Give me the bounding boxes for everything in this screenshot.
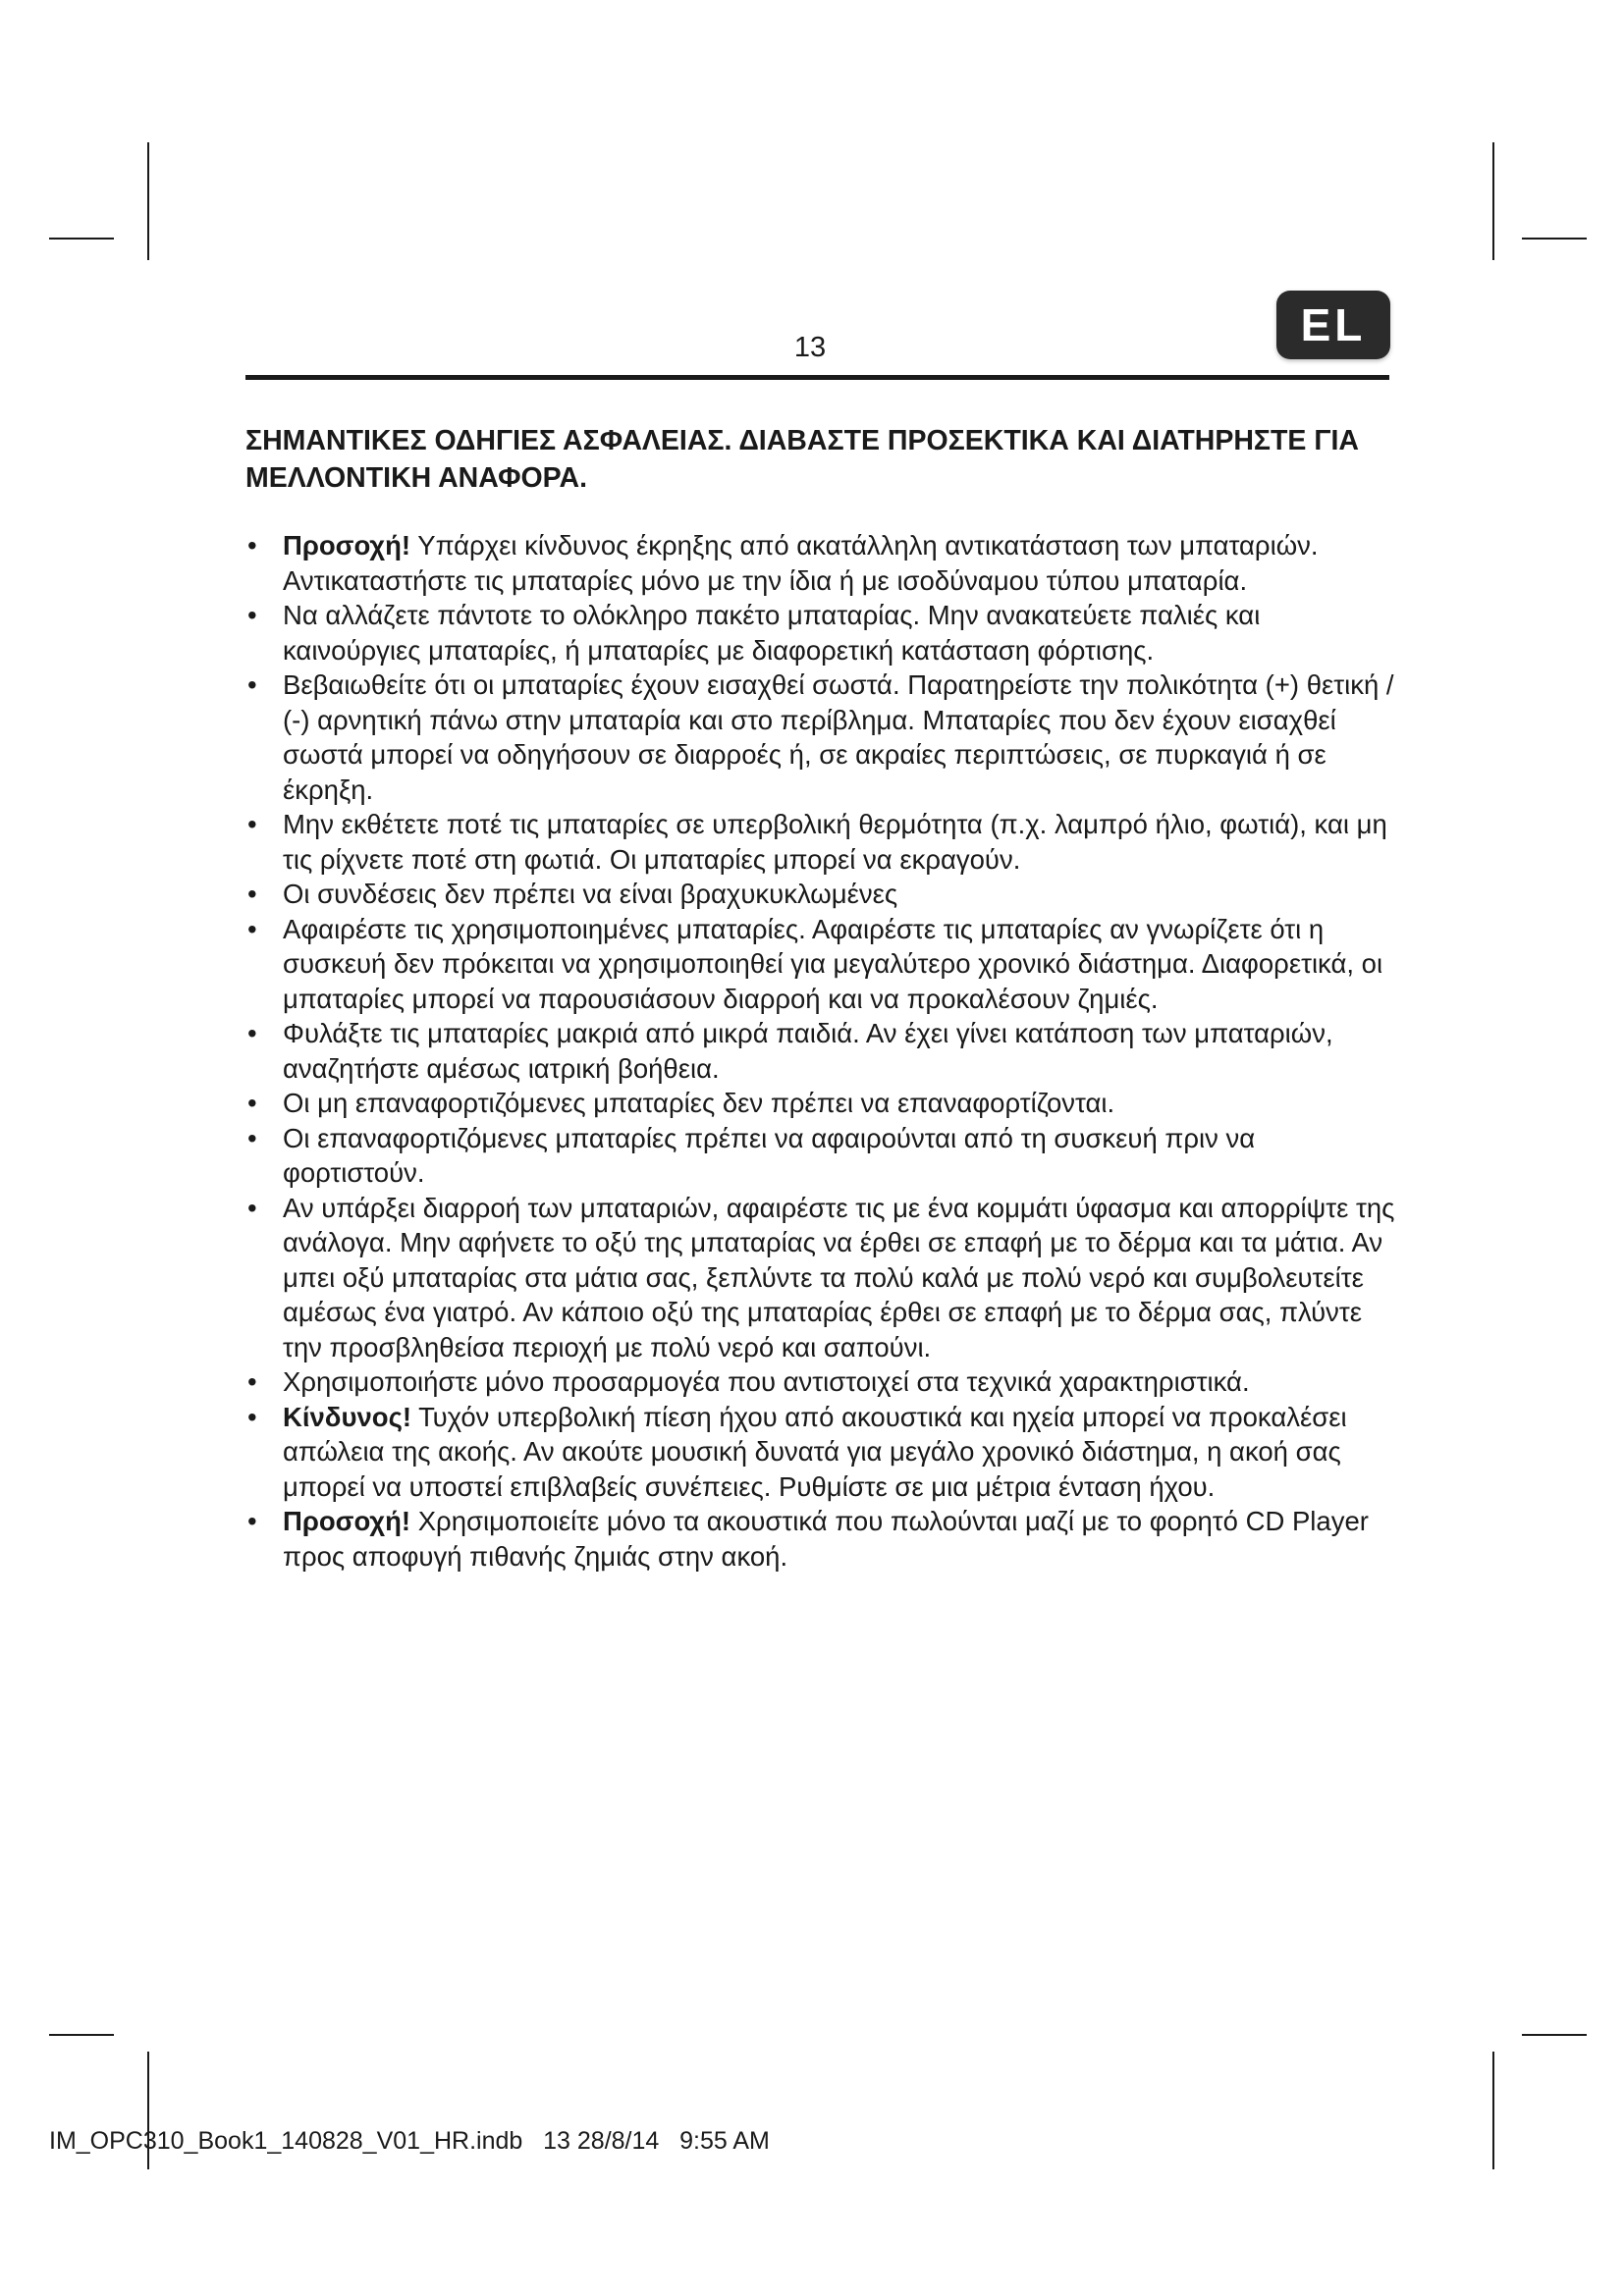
item-text: Οι συνδέσεις δεν πρέπει να είναι βραχυκυκλωμένες bbox=[283, 879, 898, 909]
page-number: 13 bbox=[793, 332, 827, 363]
crop-mark-top-right-vertical bbox=[1492, 142, 1494, 260]
item-text: Να αλλάζετε πάντοτε το ολόκληρο πακέτο μπαταρίας. Μην ανακατεύετε παλιές και καινούργιες μπαταρίες, ή μπαταρίες με διαφορετική κατάσταση φόρτισης. bbox=[283, 600, 1261, 666]
list-item bbox=[245, 1016, 1399, 1086]
item-lead: Προσοχή! bbox=[283, 530, 411, 561]
item-text: Φυλάξτε τις μπαταρίες μακριά από μικρά παιδιά. Αν έχει γίνει κατάποση των μπαταριών, αναζητήστε αμέσως ιατρική βοήθεια. bbox=[283, 1018, 1333, 1084]
header-rule bbox=[245, 375, 1389, 380]
crop-mark-bottom-left-horizontal bbox=[49, 2034, 114, 2036]
item-text: Υπάρχει κίνδυνος έκρηξης από ακατάλληλη αντικατάσταση των μπαταριών. Αντικαταστήστε τις μπαταρίες μόνο με την ίδια ή με ισοδύναμου τύπου μπαταρία. bbox=[283, 530, 1319, 596]
item-text: Μην εκθέτετε ποτέ τις μπαταρίες σε υπερβολική θερμότητα (π.χ. λαμπρό ήλιο, φωτιά), και μη τις ρίχνετε ποτέ στη φωτιά. Οι μπαταρίες μπορεί να εκραγούν. bbox=[283, 809, 1387, 875]
list-item bbox=[245, 528, 1399, 598]
list-item bbox=[245, 877, 1399, 912]
list-item bbox=[245, 1191, 1399, 1365]
list-item bbox=[245, 1086, 1399, 1121]
item-text: Τυχόν υπερβολική πίεση ήχου από ακουστικά και ηχεία μπορεί να προκαλέσει απώλεια της ακοής. Αν ακούτε μουσική δυνατά για μεγάλο χρονικό διάστημα, η ακοή σας μπορεί να υποστεί επιβλαβείς συνέπειες. Ρυθμίστε σε μια μέτρια ένταση ήχου. bbox=[283, 1401, 1347, 1502]
crop-mark-bottom-right-vertical bbox=[1492, 2052, 1494, 2169]
item-text: Οι επαναφορτιζόμενες μπαταρίες πρέπει να αφαιρούνται από τη συσκευή πριν να φορτιστούν. bbox=[283, 1122, 1256, 1188]
safety-title: ΣΗΜΑΝΤΙΚΕΣ ΟΔΗΓΙΕΣ ΑΣΦΑΛΕΙΑΣ. ΔΙΑΒΑΣΤΕ ΠΡΟΣΕΚΤΙΚΑ ΚΑΙ ΔΙΑΤΗΡΗΣΤΕ ΓΙΑ ΜΕΛΛΟΝΤΙΚΗ ΑΝΑΦΟΡΑ. bbox=[245, 425, 1359, 494]
list-item bbox=[245, 1400, 1399, 1505]
list-item bbox=[245, 807, 1399, 877]
item-text: Χρησιμοποιείτε μόνο τα ακουστικά που πωλούνται μαζί με το φορητό CD Player προς αποφυγή πιθανής ζημιάς στην ακοή. bbox=[283, 1506, 1369, 1572]
item-text: Αν υπάρξει διαρροή των μπαταριών, αφαιρέστε τις με ένα κομμάτι ύφασμα και απορρίψτε της ανάλογα. Μην αφήνετε το οξύ της μπαταρίας να έρθει σε επαφή με το δέρμα και τα μάτια. Αν μπει οξύ μπαταρίας στα μάτια σας, ξεπλύντε τα πολύ καλά με πολύ νερό και συμβολευτείτε αμέσως ένα γιατρό. Αν κάποιο οξύ της μπαταρίας έρθει σε επαφή με το δέρμα σας, πλύντε την προσβληθείσα περιοχή με πολύ νερό και σαπούνι. bbox=[283, 1192, 1395, 1362]
crop-mark-top-left-horizontal bbox=[49, 238, 114, 240]
footer-slug bbox=[49, 2127, 770, 2156]
footer-datetime: 28/8/14 9:55 AM bbox=[576, 2127, 770, 2155]
item-lead: Προσοχή! bbox=[283, 1506, 411, 1536]
item-lead: Κίνδυνος! bbox=[283, 1401, 412, 1432]
crop-mark-top-left-vertical bbox=[147, 142, 149, 260]
item-text: Βεβαιωθείτε ότι οι μπαταρίες έχουν εισαχθεί σωστά. Παρατηρείστε την πολικότητα (+) θετική / (-) αρνητική πάνω στην μπαταρία και στο περίβλημα. Μπαταρίες που δεν έχουν εισαχθεί σωστά μπορεί να οδηγήσουν σε διαρροές ή, σε ακραίες περιπτώσεις, σε πυρκαγιά ή σε έκρηξη. bbox=[283, 669, 1394, 805]
crop-mark-top-right-horizontal bbox=[1522, 238, 1587, 240]
list-item bbox=[245, 912, 1399, 1017]
item-text: Χρησιμοποιήστε μόνο προσαρμογέα που αντιστοιχεί στα τεχνικά χαρακτηριστικά. bbox=[283, 1366, 1250, 1397]
item-text: Αφαιρέστε τις χρησιμοποιημένες μπαταρίες. Αφαιρέστε τις μπαταρίες αν γνωρίζετε ότι η συσκευή δεν πρόκειται να χρησιμοποιηθεί για μεγαλύτερο χρονικό διάστημα. Διαφορετικά, οι μπαταρίες μπορεί να παρουσιάσουν διαρροή και να προκαλέσουν ζημιές. bbox=[283, 913, 1383, 1014]
list-item bbox=[245, 1121, 1399, 1191]
crop-mark-bottom-right-horizontal bbox=[1522, 2034, 1587, 2036]
list-item bbox=[245, 1504, 1399, 1574]
list-item bbox=[245, 598, 1399, 667]
safety-instructions-list bbox=[245, 528, 1399, 1574]
item-text: Οι μη επαναφορτιζόμενες μπαταρίες δεν πρέπει να επαναφορτίζονται. bbox=[283, 1088, 1115, 1118]
language-badge: EL bbox=[1276, 291, 1390, 359]
footer-file: IM_OPC310_Book1_140828_V01_HR.indb 13 bbox=[49, 2127, 570, 2155]
list-item bbox=[245, 1364, 1399, 1400]
list-item bbox=[245, 667, 1399, 807]
